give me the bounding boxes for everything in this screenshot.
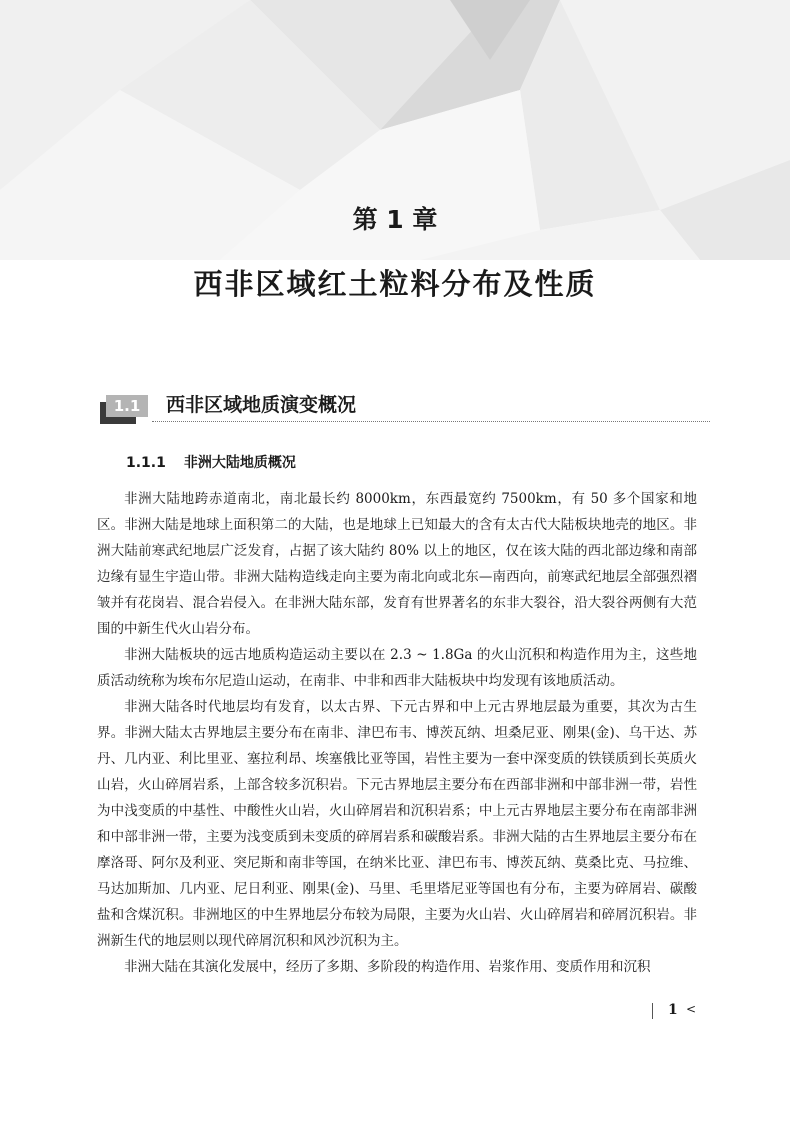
section-dotted-rule: [152, 421, 710, 422]
body-text: [97, 486, 697, 980]
subsection-number: 1.1.1: [126, 455, 166, 471]
paragraph: 非洲大陆板块的远古地质构造运动主要以在 2.3 ~ 1.8Ga 的火山沉积和构造作用为主，这些地质活动统称为埃布尔尼造山运动，在南非、中非和西非大陆板块中均发现有该地质活动。: [97, 647, 697, 689]
subsection-title: 非洲大陆地质概况: [183, 455, 296, 471]
section-number: 1.1: [106, 395, 148, 417]
page-number: 1: [668, 1002, 678, 1018]
subsection-heading: [126, 452, 296, 472]
chapter-title: 西非区域红土粒料分布及性质: [193, 267, 597, 301]
paragraph: 非洲大陆在其演化发展中，经历了多期、多阶段的构造作用、岩浆作用、变质作用和沉积: [124, 959, 651, 975]
chapter-number: 第 1 章: [352, 205, 438, 234]
section-title: 西非区域地质演变概况: [166, 394, 357, 416]
section-heading: [100, 392, 710, 426]
paragraph: 非洲大陆各时代地层均有发育，以太古界、下元古界和中上元古界地层最为重要，其次为古生界。非洲大陆太古界地层主要分布在南非、津巴布韦、博茨瓦纳、坦桑尼亚、刚果(金)、乌干达、苏丹、几内亚、利比里亚、塞拉利昂、埃塞俄比亚等国，岩性主要为一套中深变质的铁镁质到长英质火山岩，火山碎屑岩系，上部含较多沉积岩。下元古界地层主要分布在西部非洲和中部非洲一带，岩性为中浅变质的中基性、中酸性火山岩，火山碎屑岩和沉积岩系；中上元古界地层主要分布在南部非洲和中部非洲一带，主要为浅变质到未变质的碎屑岩系和碳酸岩系。非洲大陆的古生界地层主要分布在摩洛哥、阿尔及利亚、突尼斯和南非等国，在纳米比亚、津巴布韦、博茨瓦纳、莫桑比克、马拉维、马达加斯加、几内亚、尼日利亚、刚果(金)、马里、毛里塔尼亚等国也有分布，主要为碎屑岩、碳酸盐和含煤沉积。非洲地区的中生界地层分布较为局限，主要为火山岩、火山碎屑岩和碎屑沉积岩。非洲新生代的地层则以现代碎屑沉积和风沙沉积为主。: [97, 699, 697, 949]
page-footer: [652, 1002, 702, 1022]
folio-divider: [652, 1003, 653, 1019]
folio-arrow-icon: <: [686, 1002, 697, 1016]
paragraph: 非洲大陆地跨赤道南北，南北最长约 8000km，东西最宽约 7500km，有 50 多个国家和地区。非洲大陆是地球上面积第二的大陆，也是地球上已知最大的含有太古代大陆板块地壳的地区。非洲大陆前寒武纪地层广泛发育，占据了该大陆约 80% 以上的地区，仅在该大陆的西北部边缘和南部边缘有显生宇造山带。非洲大陆构造线走向主要为南北向或北东—南西向，前寒武纪地层全部强烈褶皱并有花岗岩、混合岩侵入。在非洲大陆东部，发育有世界著名的东非大裂谷，沿大裂谷两侧有大范围的中新生代火山岩分布。: [97, 491, 697, 637]
section-number-badge: [100, 392, 150, 426]
